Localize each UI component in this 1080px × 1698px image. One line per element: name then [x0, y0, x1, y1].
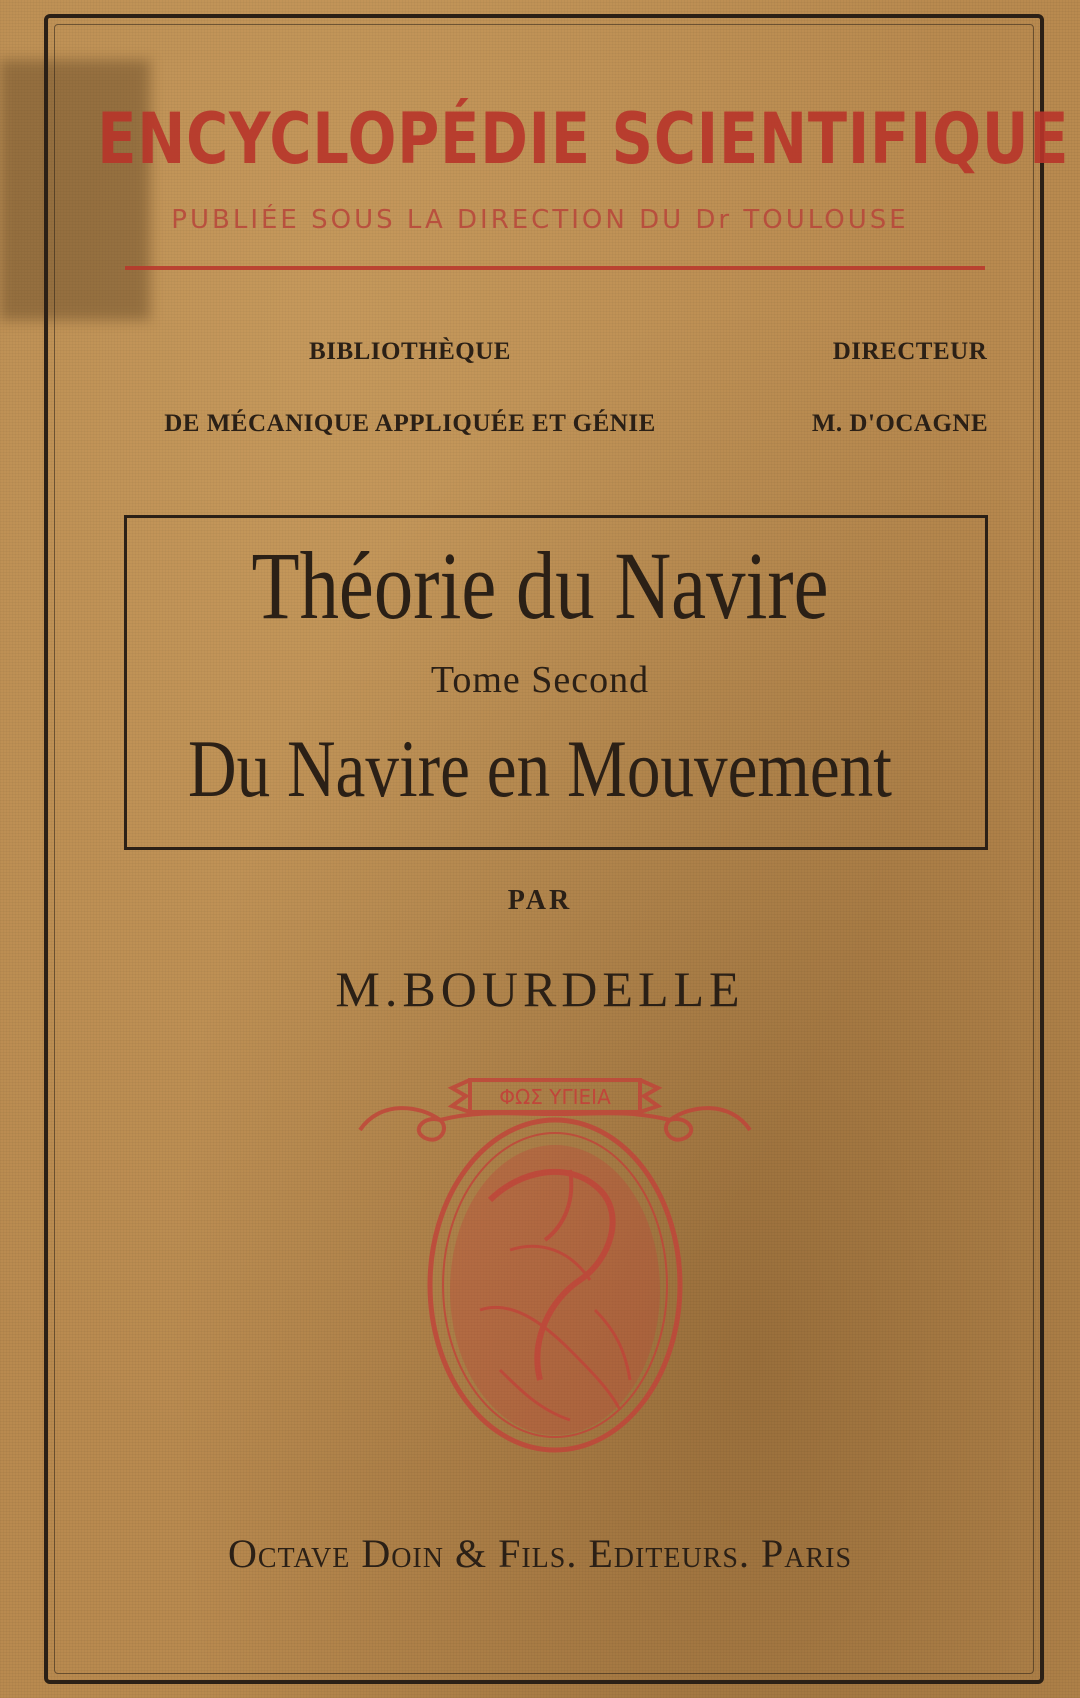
volume-label: Tome Second: [430, 659, 650, 701]
director-name: M. D'OCAGNE: [811, 410, 989, 437]
library-line-2: DE MÉCANIQUE APPLIQUÉE ET GÉNIE: [164, 410, 656, 437]
series-subtitle: PUBLIÉE SOUS LA DIRECTION DU Dr TOULOUSE: [171, 205, 909, 235]
book-title: Théorie du Navire: [251, 532, 829, 639]
series-title: ENCYCLOPÉDIE SCIENTIFIQUE: [97, 98, 1070, 180]
director-label: DIRECTEUR: [832, 338, 988, 365]
emblem-banner-text: ΦΩΣ ΥΓΙΕΙΑ: [499, 1085, 611, 1109]
publisher-line: Octave Doin & Fils. Editeurs. Paris: [227, 1531, 853, 1576]
library-line-1: BIBLIOTHÈQUE: [309, 338, 511, 365]
author-by: PAR: [507, 885, 573, 916]
publisher-emblem-icon: [340, 1050, 770, 1470]
author-name: M.BOURDELLE: [335, 961, 745, 1017]
red-divider: [125, 266, 985, 270]
book-subtitle: Du Navire en Mouvement: [188, 723, 892, 814]
